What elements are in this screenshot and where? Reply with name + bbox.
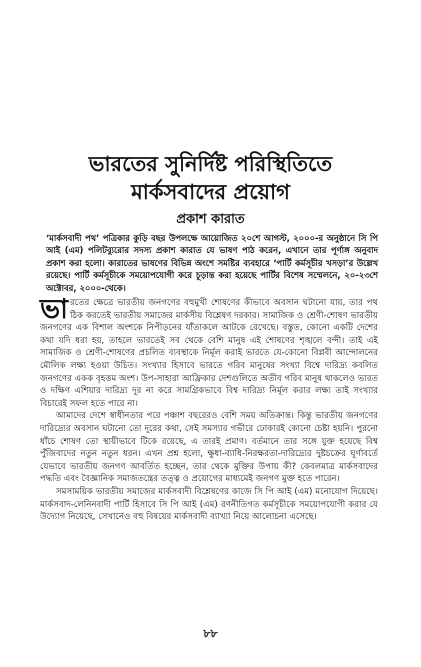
paragraph-2: আমাদের দেশে স্বাধীনতার পরে পঞ্চাশ বছরেরও বেশি সময় অতিক্রান্ত। কিন্তু ভারতীয় জনগণের দারিদ্র্যের অবসান ঘটানো তো দূরের কথা, সেই সমস্যার গভীরে ঢোকারই কোনো চেষ্টা হয়নি। পুরনো ধাঁচে শোষণ তো স্থায়ীভাবে টিকে রয়েছে, এ তারই প্রমাণ। বর্তমানে তার সঙ্গে যুক্ত হয়েছে বিশ্ব পুঁজিবাদের নতুন নতুন ধরন। এখন প্রশ্ন হলো, ক্ষুধা-ব্যাধি-নিরক্ষরতা-দারিদ্র্যের দুষ্টচক্রের ঘূর্ণাবর্তে যেভাবে ভারতীয় জনগণ আবর্তিত হচ্ছেন, তার থেকে মুক্তির উপায় কী? কেবলমাত্র মার্কসবাদের পদ্ধতি এবং বৈজ্ঞানিক সমাজতন্ত্রের তত্ত্ব ও প্রয়োগের মাধ্যমেই জনগণ মুক্ত হতে পারেন।	[40, 411, 378, 485]
paragraph-1	[40, 294, 378, 410]
article-author: প্রকাশ কারাত	[176, 212, 245, 227]
paragraph-3: সমসাময়িক ভারতীয় সমাজের মার্কসবাদী বিশ্লেষণের কাজে সি পি আই (এম) মনোযোগ দিয়েছে। মার্কসবাদ-লেনিনবাদী পার্টি হিসাবে সি পি আই (এম) রণনীতিগত কর্মসূচীকে সময়োপযোগী করার যে উদ্যোগ নিয়েছে, সেখানেও বহু বিষয়ের মার্কসবাদী ব্যাখ্যা নিয়ে আলোচনা এসেছে।	[40, 486, 378, 523]
article-title	[0, 150, 421, 206]
editor-note: ‘মার্কসবাদী পথ’ পত্রিকার কুড়ি বছর উপলক্ষে আয়োজিত ২০শে আগস্ট, ২০০০-র অনুষ্ঠানে সি পি আই (এম) পলিটব্যুরোর সদস্য প্রকাশ কারাত যে ভাষণ পাঠ করেন, এখানে তার পূর্ণাঙ্গ অনুবাদ প্রকাশ করা হলো। কারাতের ভাষণের বিভিন্ন অংশে সমষ্টির ব্যবহারে ‘পার্টি কর্মসূচীর খসড়া’র উল্লেখ রয়েছে। পার্টি কর্মসূচীকে সময়োপযোগী করে চূড়ান্ত করা হয়েছে পার্টির বিশেষ সম্মেলনে, ২০-২৩শে অক্টোবর, ২০০০-থেকে।	[46, 233, 378, 293]
paragraph-1-text: রতের ক্ষেত্রে ভারতীয় জনগণের বহুমুখী শোষণের কীভাবে অবসান ঘটানো যায়, তার পথ ঠিক করতেই ভারতীয় সমাজের মার্কসীয় বিশ্লেষণ দরকার। সামাজিক ও শ্রেণী-শোষণ ভারতীয় জনগণের এক বিশাল অংশকে নিপীড়নের যাঁতাকলে আটকে রেখেছে। বস্তুত, কোনো একটি দেশের কথা যদি ধরা হয়, তাহলে ভারতেই সব থেকে বেশি মানুষ এই শোষণের শৃঙ্খলে বন্দী। তাই এই সামাজিক ও শ্রেণী-শোষণের প্রচলিত ব্যবস্থাকে নির্মূল করাই ভারতে যে-কোনো বিপ্লবী আন্দোলনের মৌলিক লক্ষ্য হওয়া উচিত। সংখ্যার হিসাবে ভারতে গরিব মানুষের সংখ্যা বিশ্বে দারিদ্র্য কবলিত জনগণের একক বৃহত্তম অংশ। উপ-সাহারা আফ্রিকার দেশগুলিতে অতীব গরিব মানুষ থাকলেও ভারত ও দক্ষিণ এশিয়ার দারিদ্র্য দূর না করে সামগ্রিকভাবে বিশ্ব দারিদ্র্য নির্মূল করার লক্ষ্য তাই সংখ্যার বিচারেই সফল হতে পারে না।	[40, 298, 378, 409]
drop-cap: ভা	[40, 294, 68, 325]
article-title-line-1: ভারতের সুনির্দিষ্ট পরিস্থিতিতে	[88, 151, 333, 176]
article-title-line-2: মার্কসবাদের প্রয়োগ	[131, 179, 290, 204]
article-body	[40, 294, 378, 524]
page-number: ৮৮	[203, 627, 218, 640]
